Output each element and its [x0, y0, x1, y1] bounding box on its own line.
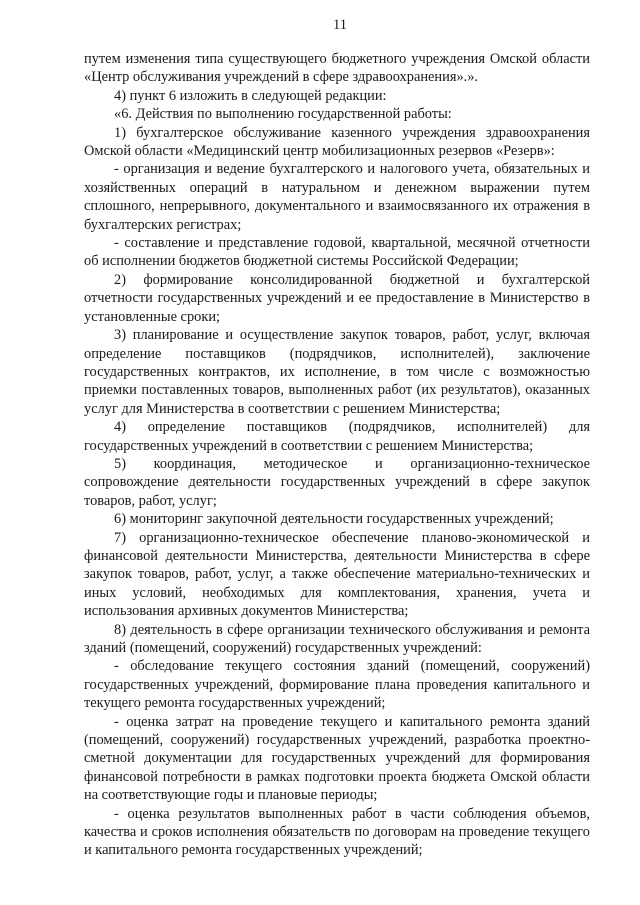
- paragraph: «6. Действия по выполнению государственной работы:: [114, 106, 452, 123]
- paragraph: путем изменения типа существующего бюджетного учреждения Омской области «Центр обслуживания учреждений в сфере здравоохранения».».: [84, 51, 590, 86]
- paragraph: - оценка результатов выполненных работ в части соблюдения объемов, качества и сроков исполнения обязательств по договорам на проведение текущего и капитального ремонта государственных учреждений;: [84, 805, 590, 859]
- paragraph: 7) организационно-техническое обеспечение планово-экономической и финансовой деятельности Министерства, деятельности Министерства в сфере закупок товаров, работ, услуг, а также обеспечение материально-технических и иных условий, необходимых для комплектования, хранения, учета и использования архивных документов Министерства;: [84, 529, 590, 620]
- paragraph: - организация и ведение бухгалтерского и налогового учета, обязательных и хозяйственных операций в натуральном и денежном выражении путем сплошного, непрерывного, документального и взаимосвязанного их отражения в бухгалтерских регистрах;: [84, 161, 590, 233]
- paragraph: 4) определение поставщиков (подрядчиков, исполнителей) для государственных учреждений в соответствии с решением Министерства;: [84, 419, 590, 454]
- paragraph: 2) формирование консолидированной бюджетной и бухгалтерской отчетности государственных учреждений и ее предоставление в Министерство в установленные сроки;: [84, 271, 590, 325]
- document-body: [84, 50, 590, 860]
- paragraph: 8) деятельность в сфере организации технического обслуживания и ремонта зданий (помещений, сооружений) государственных учреждений:: [84, 621, 590, 656]
- paragraph: - оценка затрат на проведение текущего и капитального ремонта зданий (помещений, сооружений) государственных учреждений, разработка проектно-сметной документации для государственных учреждений для формирования финансовой потребности в рамках подготовки проекта бюджета Омской области на соответствующие годы и плановые периоды;: [84, 713, 590, 804]
- paragraph: 3) планирование и осуществление закупок товаров, работ, услуг, включая определение поставщиков (подрядчиков, исполнителей), заключение государственных контрактов, их исполнение, в том числе с возможностью приемки поставленных товаров, выполненных работ (их результатов), оказанных услуг для Министерства в соответствии с решением Министерства;: [84, 327, 590, 417]
- paragraph: 4) пункт 6 изложить в следующей редакции:: [114, 87, 387, 104]
- paragraph: 6) мониторинг закупочной деятельности государственных учреждений;: [114, 511, 554, 528]
- page-number: 11: [333, 17, 347, 33]
- paragraph: 5) координация, методическое и организационно-техническое сопровождение деятельности государственных учреждений в сфере закупок товаров, работ, услуг;: [84, 455, 590, 509]
- paragraph: 1) бухгалтерское обслуживание казенного учреждения здравоохранения Омской области «Медицинский центр мобилизационных резервов «Резерв»:: [84, 124, 590, 160]
- paragraph: - составление и представление годовой, квартальной, месячной отчетности об исполнении бюджетов бюджетной системы Российской Федерации;: [84, 235, 590, 270]
- paragraph: - обследование текущего состояния зданий (помещений, сооружений) государственных учреждений, формирование плана проведения капитального и текущего ремонта государственных учреждений;: [84, 658, 590, 712]
